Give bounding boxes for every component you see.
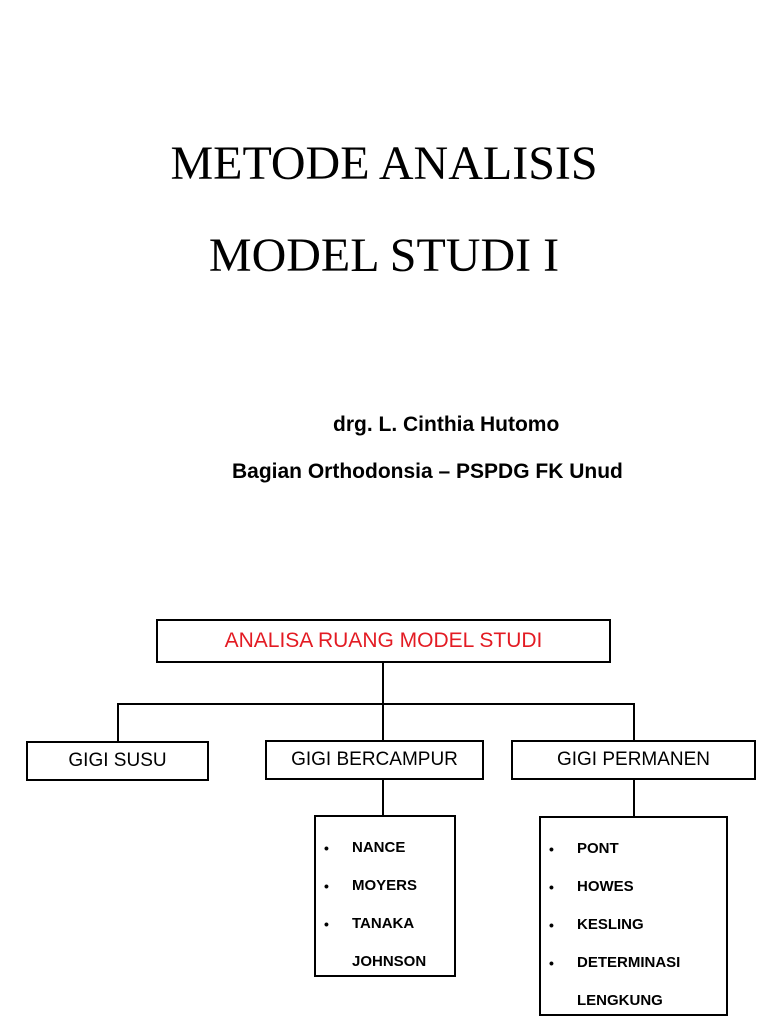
list-item-continuation: JOHNSON bbox=[352, 953, 427, 970]
diagram-root-box: ANALISA RUANG MODEL STUDI bbox=[156, 619, 611, 663]
connector-horizontal bbox=[117, 703, 635, 705]
list-item: • TANAKA bbox=[324, 915, 415, 932]
department-name: Bagian Orthodonsia – PSPDG FK Unud bbox=[232, 460, 623, 483]
diagram-box-gigi-bercampur: GIGI BERCAMPUR bbox=[265, 740, 484, 780]
list-item: • PONT bbox=[549, 840, 619, 857]
method-list-gigi-permanen bbox=[539, 816, 728, 1016]
connector-gigi-bercampur bbox=[382, 703, 384, 740]
author-name: drg. L. Cinthia Hutomo bbox=[333, 413, 560, 436]
connector-root-down bbox=[382, 663, 384, 704]
list-item: • DETERMINASI bbox=[549, 954, 681, 971]
diagram-box-gigi-susu: GIGI SUSU bbox=[26, 741, 209, 781]
list-item-continuation: LENGKUNG bbox=[577, 992, 663, 1009]
connector-permanen-list bbox=[633, 780, 635, 816]
slide-title-line-2: MODEL STUDI I bbox=[208, 229, 560, 282]
diagram-box-gigi-permanen: GIGI PERMANEN bbox=[511, 740, 756, 780]
slide-title-line-1: METODE ANALISIS bbox=[170, 137, 598, 190]
connector-gigi-susu bbox=[117, 703, 119, 741]
list-item: • KESLING bbox=[549, 916, 644, 933]
connector-bercampur-list bbox=[382, 780, 384, 815]
list-item: • HOWES bbox=[549, 878, 634, 895]
connector-gigi-permanen bbox=[633, 703, 635, 740]
list-item: • MOYERS bbox=[324, 877, 418, 894]
method-list-gigi-bercampur bbox=[314, 815, 456, 977]
list-item: • NANCE bbox=[324, 839, 406, 856]
